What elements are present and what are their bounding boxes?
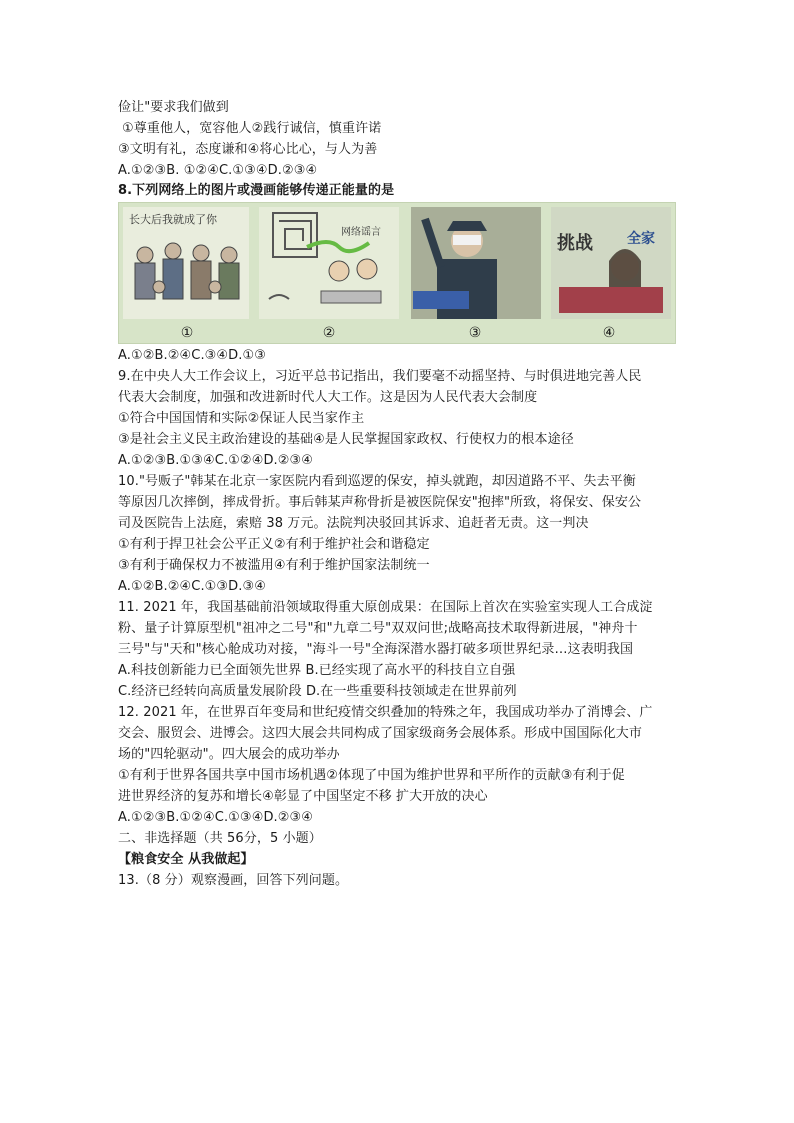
text-line: 三号"与"天和"核心舱成功对接，"海斗一号"全海深潜水器打破多项世界纪录…这表明我国 bbox=[118, 642, 634, 657]
internet-rumor-cartoon-icon bbox=[259, 207, 399, 319]
answer-options: A.①②③B.①②④C.①③④D.②③④ bbox=[118, 810, 314, 825]
text-line: ①有利于世界各国共享中国市场机遇②体现了中国为维护世界和平所作的贡献③有利于促 bbox=[118, 768, 625, 783]
panel-4-caption-b: 全家 bbox=[627, 231, 655, 247]
cartoon-panel-3 bbox=[411, 207, 541, 319]
panel-label-1: ① bbox=[180, 325, 194, 341]
text-line: ③文明有礼，态度谦和④将心比心，与人为善 bbox=[118, 142, 378, 157]
question-13: 13.（8 分）观察漫画，回答下列问题。 bbox=[118, 873, 349, 888]
family-cartoon-icon bbox=[123, 207, 249, 319]
question-9: 9.在中央人大工作会议上，习近平总书记指出，我们要毫不动摇坚持、与时俱进地完善人民 bbox=[118, 369, 642, 384]
text-line: 场的"四轮驱动"。四大展会的成功举办 bbox=[118, 747, 340, 762]
answer-options: A.①②③B.①③④C.①②④D.②③④ bbox=[118, 453, 314, 468]
cartoon-panel-1 bbox=[123, 207, 249, 319]
text-line: 进世界经济的复苏和增长④彰显了中国坚定不移 扩大开放的决心 bbox=[118, 789, 488, 804]
challenge-video-cover-icon bbox=[551, 207, 671, 319]
text-line: ①有利于捍卫社会公平正义②有利于维护社会和谐稳定 bbox=[118, 537, 430, 552]
text-line: 俭让"要求我们做到 bbox=[118, 100, 229, 115]
text-line: ①尊重他人，宽容他人②践行诚信，慎重许诺 bbox=[122, 121, 382, 136]
cartoon-figure bbox=[118, 202, 676, 344]
cartoon-panel-2 bbox=[259, 207, 399, 319]
panel-label-2: ② bbox=[322, 325, 336, 341]
answer-options: A.①②B.②④C.③④D.①③ bbox=[118, 348, 267, 363]
panel-label-3: ③ bbox=[468, 325, 482, 341]
text-line: 粉、量子计算原型机"祖冲之二号"和"九章二号"双双问世;战略高技术取得新进展，"神舟十 bbox=[118, 621, 638, 636]
answer-options: C.经济已经转向高质量发展阶段 D.在一些重要科技领域走在世界前列 bbox=[118, 684, 517, 699]
panel-label-4: ④ bbox=[602, 325, 616, 341]
section-subheading: 【粮食安全 从我做起】 bbox=[118, 852, 254, 867]
answer-options: A.①②③B. ①②④C.①③④D.②③④ bbox=[118, 163, 318, 178]
text-line: ③是社会主义民主政治建设的基础④是人民掌握国家政权、行使权力的根本途径 bbox=[118, 432, 574, 447]
question-11: 11. 2021 年，我国基础前沿领域取得重大原创成果：在国际上首次在实验室实现人工合成淀 bbox=[118, 600, 653, 615]
section-heading: 二、非选择题（共 56分，5 小题） bbox=[118, 831, 322, 846]
answer-options: A.科技创新能力已全面领先世界 B.已经实现了高水平的科技自立自强 bbox=[118, 663, 516, 678]
panel-1-caption: 长大后我就成了你 bbox=[129, 213, 217, 226]
answer-options: A.①②B.②④C.①③D.③④ bbox=[118, 579, 267, 594]
panel-2-caption: 网络谣言 bbox=[341, 227, 381, 238]
question-12: 12. 2021 年，在世界百年变局和世纪疫情交织叠加的特殊之年，我国成功举办了消博会、广 bbox=[118, 705, 653, 720]
text-line: 等原因几次摔倒，摔成骨折。事后韩某声称骨折是被医院保安"抱摔"所致，将保安、保安公 bbox=[118, 495, 642, 510]
masked-officer-photo-icon bbox=[411, 207, 541, 319]
question-8: 8.下列网络上的图片或漫画能够传递正能量的是 bbox=[118, 183, 395, 198]
panel-4-caption-a: 挑战 bbox=[557, 233, 593, 254]
cartoon-panel-4 bbox=[551, 207, 671, 319]
text-line: ③有利于确保权力不被滥用④有利于维护国家法制统一 bbox=[118, 558, 430, 573]
question-10: 10."号贩子"韩某在北京一家医院内看到巡逻的保安，掉头就跑，却因道路不平、失去平衡 bbox=[118, 474, 636, 489]
text-line: 司及医院告上法庭，索赔 38 万元。法院判决驳回其诉求、追赶者无责。这一判决 bbox=[118, 516, 589, 531]
text-line: ①符合中国国情和实际②保证人民当家作主 bbox=[118, 411, 365, 426]
text-line: 代表大会制度，加强和改进新时代人大工作。这是因为人民代表大会制度 bbox=[118, 390, 538, 405]
text-line: 交会、服贸会、进博会。这四大展会共同构成了国家级商务会展体系。形成中国国际化大市 bbox=[118, 726, 643, 741]
